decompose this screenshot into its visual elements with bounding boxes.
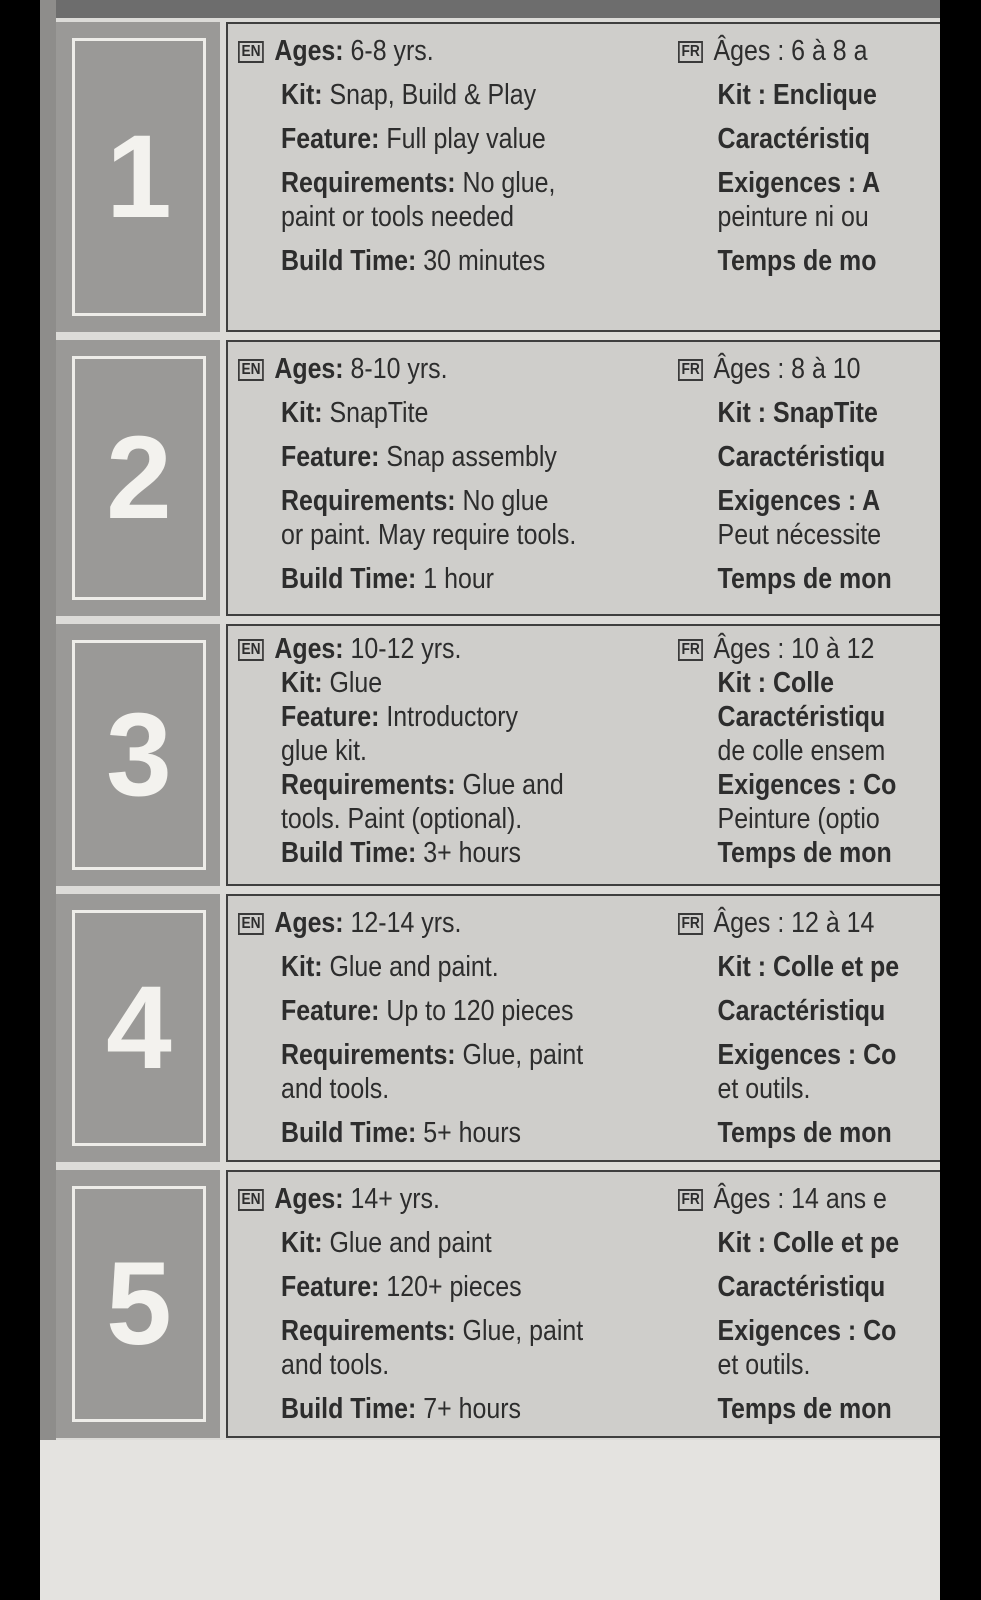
- requirements-label: Requirements:: [281, 167, 456, 199]
- level-number: 1: [106, 111, 172, 243]
- build-time-value: 30 minutes: [423, 245, 546, 277]
- en-language-tag: EN: [238, 41, 264, 63]
- feature-value: 120+ pieces: [386, 1271, 522, 1303]
- kit-label: Kit:: [281, 951, 323, 983]
- feature-label: Feature:: [281, 1271, 380, 1303]
- level-number-frame: [72, 38, 206, 316]
- fr-ages: Âges : 12 à 14: [713, 907, 875, 939]
- fr-requirements: Exigences : Co: [717, 1039, 897, 1071]
- build-time-value: 5+ hours: [423, 1117, 522, 1149]
- build-time-label: Build Time:: [281, 563, 417, 595]
- english-column: [238, 34, 668, 278]
- requirements-value: Glue, paint: [462, 1039, 584, 1071]
- level-info-box: [226, 340, 940, 616]
- ages-label: Ages:: [274, 907, 344, 939]
- fr-kit: Kit : Enclique: [717, 79, 877, 111]
- level-number-cell: [56, 340, 220, 616]
- fr-ages: Âges : 6 à 8 a: [713, 35, 868, 67]
- kit-value: Glue and paint: [329, 1227, 492, 1259]
- ages-value: 10-12 yrs.: [350, 633, 462, 665]
- fr-ages: Âges : 8 à 10: [713, 353, 861, 385]
- level-row: [40, 336, 940, 620]
- fr-requirements-cont: Peinture (optio: [717, 803, 880, 835]
- kit-label: Kit:: [281, 397, 323, 429]
- fr-feature: Caractéristiqu: [717, 995, 886, 1027]
- kit-value: Snap, Build & Play: [329, 79, 537, 111]
- fr-feature: Caractéristiqu: [717, 1271, 886, 1303]
- level-number-cell: [56, 624, 220, 886]
- kit-value: Glue and paint.: [329, 951, 499, 983]
- fr-kit: Kit : Colle et pe: [717, 951, 900, 983]
- requirements-value-cont: and tools.: [281, 1073, 390, 1105]
- level-info-box: [226, 1170, 940, 1438]
- ages-label: Ages:: [274, 35, 344, 67]
- fr-build-time: Temps de mo: [717, 245, 877, 277]
- fr-language-tag: FR: [678, 639, 703, 661]
- level-number-cell: [56, 894, 220, 1162]
- level-number-cell: [56, 22, 220, 332]
- fr-kit: Kit : SnapTite: [717, 397, 878, 429]
- build-time-value: 3+ hours: [423, 837, 522, 869]
- ages-value: 14+ yrs.: [350, 1183, 440, 1215]
- fr-build-time: Temps de mon: [717, 1117, 892, 1149]
- requirements-label: Requirements:: [281, 1039, 456, 1071]
- level-info-box: [226, 22, 940, 332]
- fr-requirements: Exigences : A: [717, 167, 881, 199]
- kit-value: SnapTite: [329, 397, 429, 429]
- en-language-tag: EN: [238, 639, 264, 661]
- en-language-tag: EN: [238, 1189, 264, 1211]
- fr-build-time: Temps de mon: [717, 563, 892, 595]
- fr-ages: Âges : 10 à 12: [713, 633, 875, 665]
- level-info-box: [226, 624, 940, 886]
- kit-value: Glue: [329, 667, 383, 699]
- english-column: [238, 906, 668, 1150]
- level-number-cell: [56, 1170, 220, 1438]
- requirements-value-cont: or paint. May require tools.: [281, 519, 577, 551]
- en-language-tag: EN: [238, 913, 264, 935]
- requirements-value-cont: and tools.: [281, 1349, 390, 1381]
- fr-requirements: Exigences : Co: [717, 1315, 897, 1347]
- fr-language-tag: FR: [678, 913, 703, 935]
- requirements-label: Requirements:: [281, 1315, 456, 1347]
- fr-feature: Caractéristiqu: [717, 441, 886, 473]
- kit-label: Kit:: [281, 1227, 323, 1259]
- level-row: [40, 18, 940, 336]
- build-time-value: 1 hour: [423, 563, 494, 595]
- feature-label: Feature:: [281, 701, 380, 733]
- fr-build-time: Temps de mon: [717, 837, 892, 869]
- feature-label: Feature:: [281, 995, 380, 1027]
- fr-language-tag: FR: [678, 359, 703, 381]
- fr-requirements-cont: et outils.: [717, 1073, 811, 1105]
- build-time-label: Build Time:: [281, 245, 417, 277]
- fr-feature-cont: de colle ensem: [717, 735, 886, 767]
- requirements-value: No glue: [462, 485, 549, 517]
- fr-kit: Kit : Colle et pe: [717, 1227, 900, 1259]
- french-column: [678, 34, 940, 278]
- requirements-value: Glue, paint: [462, 1315, 584, 1347]
- requirements-value: No glue,: [462, 167, 556, 199]
- level-number: 5: [106, 1238, 172, 1370]
- english-column: [238, 352, 668, 596]
- skill-level-chart: [40, 0, 940, 1600]
- fr-build-time: Temps de mon: [717, 1393, 892, 1425]
- ages-value: 8-10 yrs.: [350, 353, 448, 385]
- level-info-box: [226, 894, 940, 1162]
- requirements-value-cont: tools. Paint (optional).: [281, 803, 523, 835]
- fr-kit: Kit : Colle: [717, 667, 834, 699]
- fr-language-tag: FR: [678, 41, 703, 63]
- ages-value: 6-8 yrs.: [350, 35, 434, 67]
- level-number-frame: [72, 910, 206, 1146]
- ages-label: Ages:: [274, 1183, 344, 1215]
- fr-feature: Caractéristiqu: [717, 701, 886, 733]
- ages-label: Ages:: [274, 633, 344, 665]
- level-number-frame: [72, 640, 206, 870]
- fr-requirements-cont: peinture ni ou: [717, 201, 869, 233]
- requirements-value: Glue and: [462, 769, 564, 801]
- build-time-label: Build Time:: [281, 1117, 417, 1149]
- ages-value: 12-14 yrs.: [350, 907, 462, 939]
- french-column: [678, 1182, 940, 1426]
- ages-label: Ages:: [274, 353, 344, 385]
- english-column: [238, 632, 668, 870]
- fr-language-tag: FR: [678, 1189, 703, 1211]
- build-time-value: 7+ hours: [423, 1393, 522, 1425]
- level-number-frame: [72, 356, 206, 600]
- build-time-label: Build Time:: [281, 837, 417, 869]
- fr-requirements: Exigences : A: [717, 485, 881, 517]
- requirements-label: Requirements:: [281, 769, 456, 801]
- feature-value: Introductory: [386, 701, 519, 733]
- fr-ages: Âges : 14 ans e: [713, 1183, 887, 1215]
- level-number: 2: [106, 412, 172, 544]
- level-row: [40, 1166, 940, 1442]
- build-time-label: Build Time:: [281, 1393, 417, 1425]
- fr-requirements: Exigences : Co: [717, 769, 897, 801]
- requirements-label: Requirements:: [281, 485, 456, 517]
- level-number: 4: [106, 962, 172, 1094]
- french-column: [678, 352, 940, 596]
- feature-value: Snap assembly: [386, 441, 557, 473]
- french-column: [678, 632, 940, 870]
- fr-feature: Caractéristiq: [717, 123, 871, 155]
- level-row: [40, 890, 940, 1166]
- kit-label: Kit:: [281, 79, 323, 111]
- fr-requirements-cont: et outils.: [717, 1349, 811, 1381]
- french-column: [678, 906, 940, 1150]
- level-row: [40, 620, 940, 890]
- feature-label: Feature:: [281, 123, 380, 155]
- blank-paper-area: [40, 1440, 940, 1600]
- feature-label: Feature:: [281, 441, 380, 473]
- level-number: 3: [106, 689, 172, 821]
- requirements-value-cont: paint or tools needed: [281, 201, 514, 233]
- feature-value-cont: glue kit.: [281, 735, 367, 767]
- top-band: [40, 0, 940, 18]
- fr-requirements-cont: Peut nécessite: [717, 519, 882, 551]
- feature-value: Up to 120 pieces: [386, 995, 574, 1027]
- english-column: [238, 1182, 668, 1426]
- kit-label: Kit:: [281, 667, 323, 699]
- level-number-frame: [72, 1186, 206, 1422]
- en-language-tag: EN: [238, 359, 264, 381]
- feature-value: Full play value: [386, 123, 546, 155]
